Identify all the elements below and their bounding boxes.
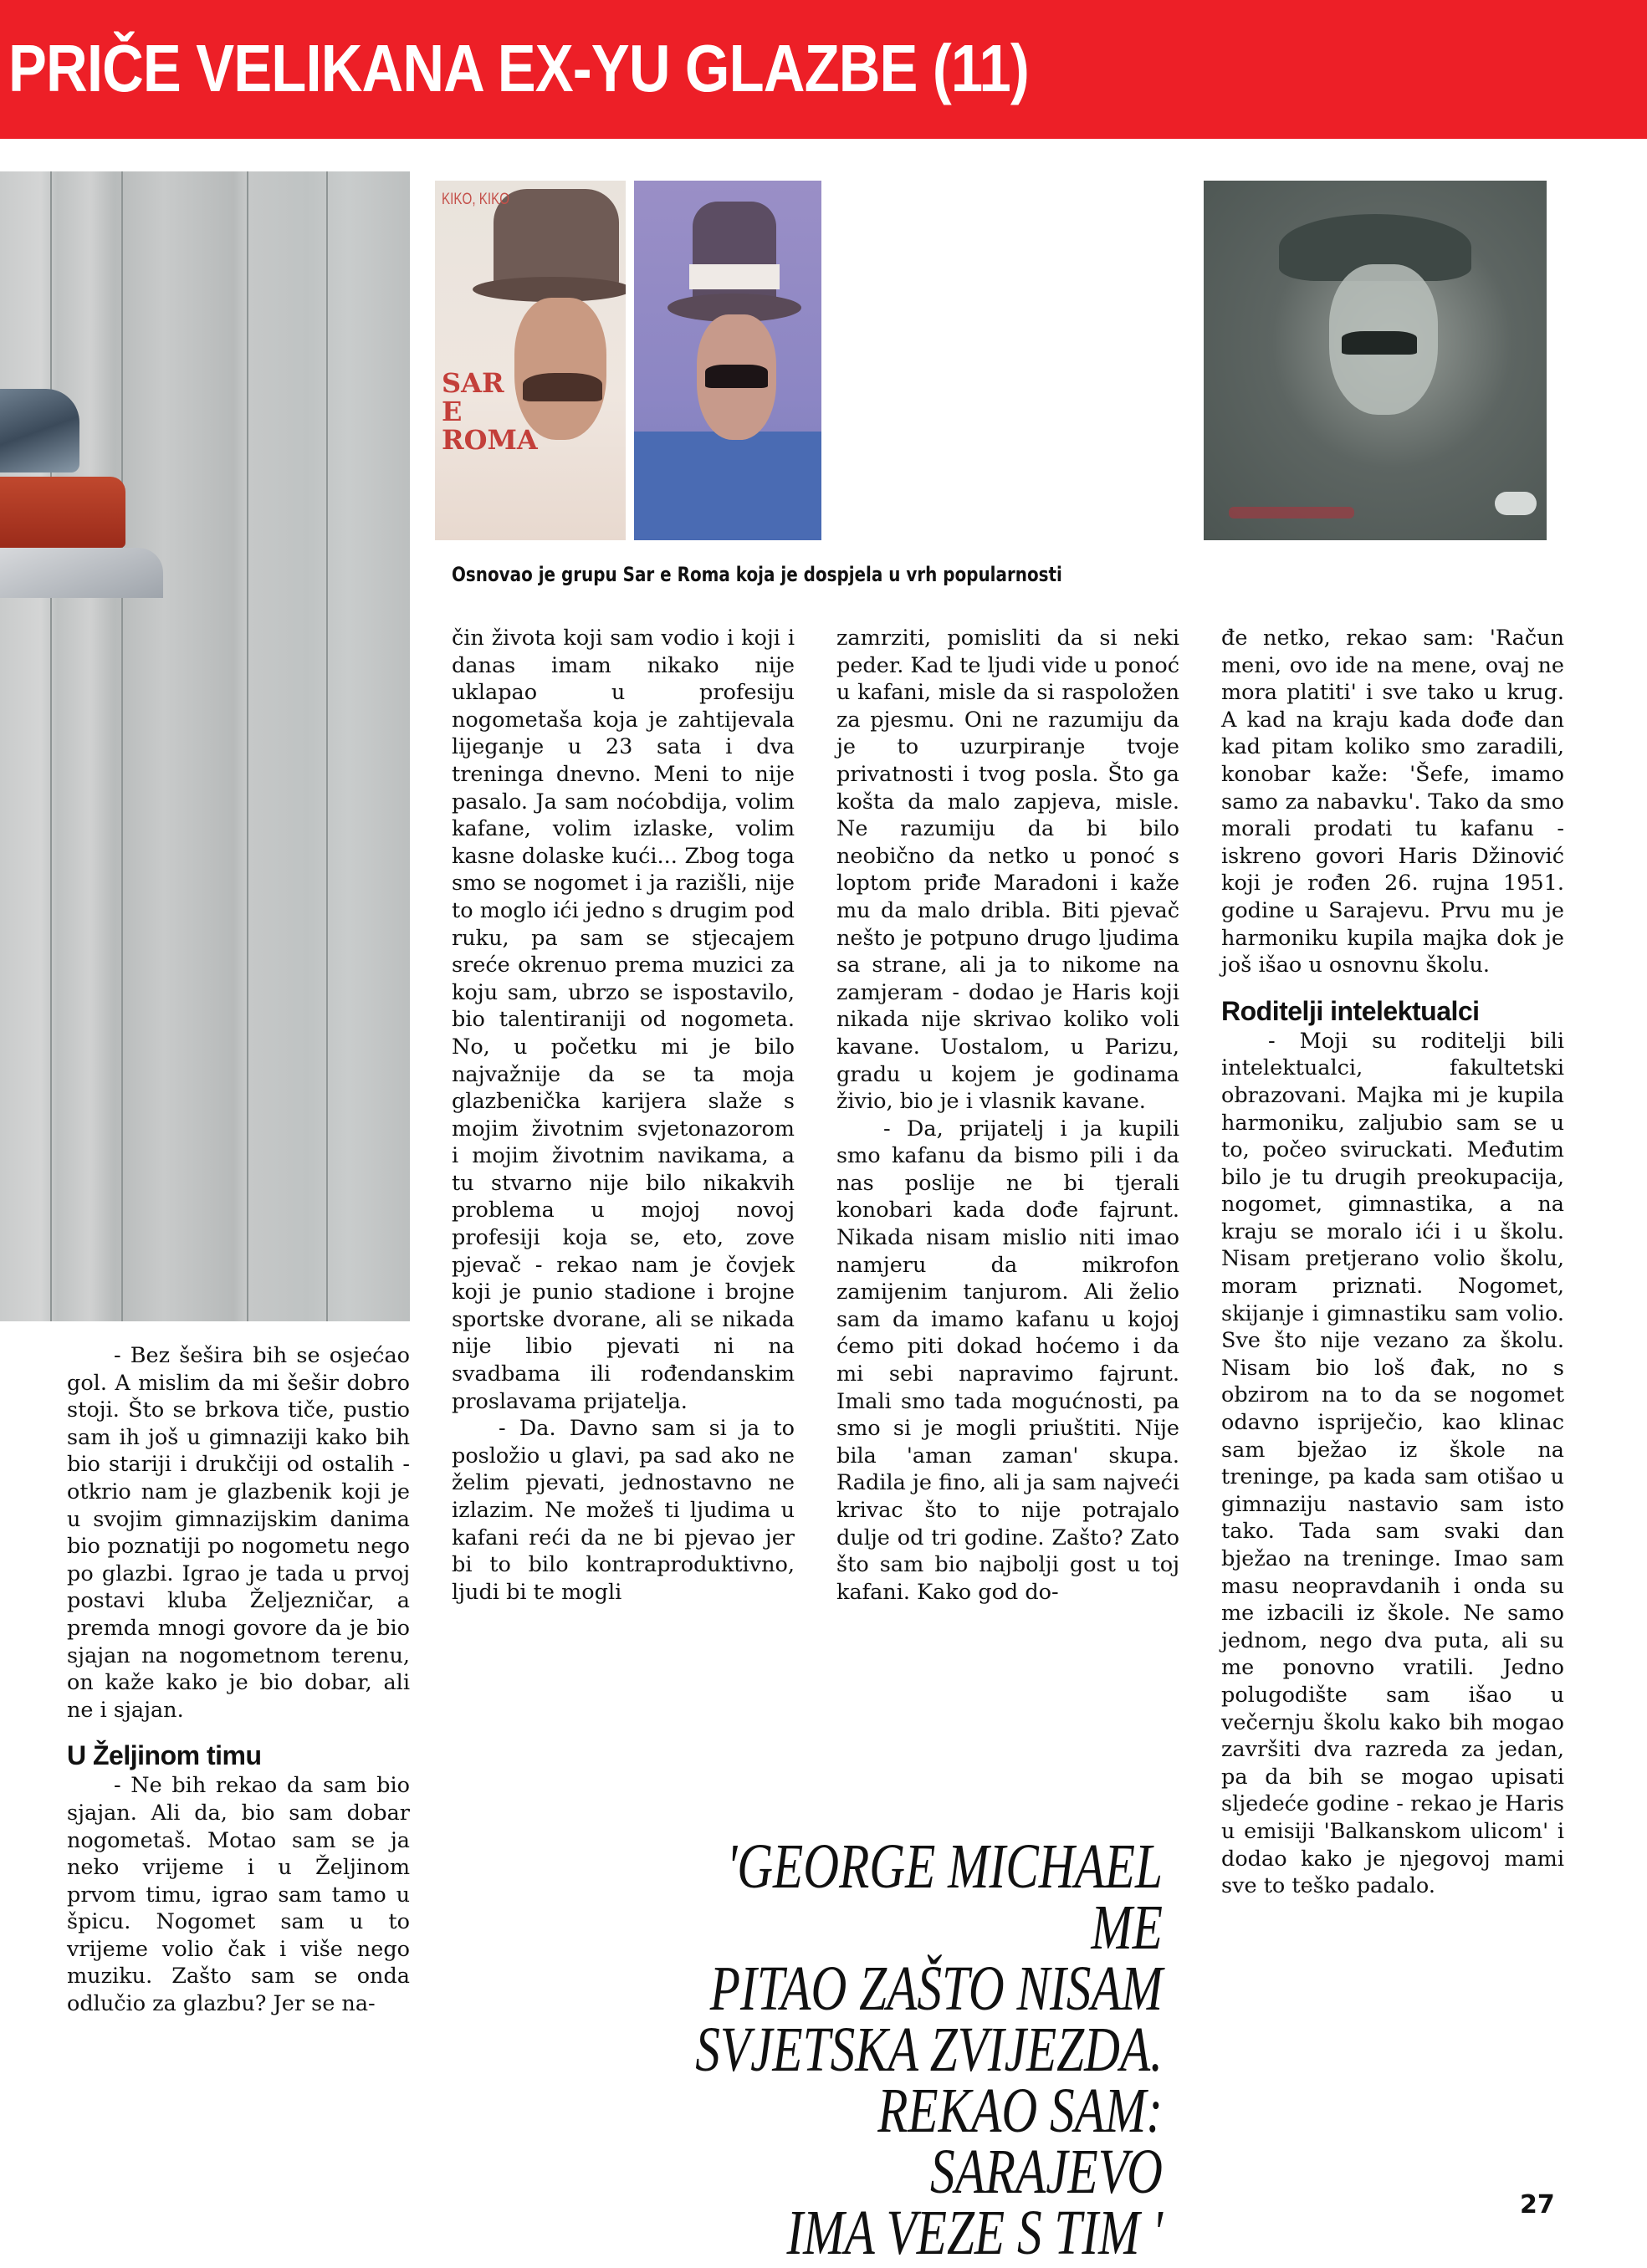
album-top-text: KIKO, KIKO	[442, 191, 510, 208]
pull-quote-line: SVJETSKA ZVIJEZDA.	[695, 2015, 1163, 2085]
cloth-shape	[0, 548, 163, 598]
article-column-1	[67, 1342, 410, 2018]
paragraph: đe netko, rekao sam: 'Račun meni, ovo ide na mene, ovaj ne mora platiti' i sve tako u krug. A kad na kraju kada dođe dan kad pitam koliko smo zaradili, konobar kaže: 'Šefe, imamo samo za nabavku'. Tako da smo morali prodati tu kafanu - iskreno govori Haris Džinović koji je rođen 26. rujna 1951. godine u Sarajevu. Prvu mu je harmoniku kupila majka dok je još išao u osnovnu školu.	[1221, 626, 1564, 978]
article-column-3	[836, 625, 1179, 1606]
main-photo	[0, 171, 410, 1321]
article-column-4	[1221, 625, 1564, 1900]
album-title-line: E	[442, 396, 463, 427]
paragraph: - Bez šešira bih se osjećao gol. A mislim da mi šešir dobro stoji. Što se brkova tiče, pustio sam ih još u gimnaziji kako bih bio stariji i drukčiji od ostalih - otkrio nam je glazbenik koji je u svojim gimnazijskim danima bio poznatiji po nogometu nego po glazbi. Igrao je tada u prvoj postavi kluba Željezničar, a premda mnogi govore da je bio sjajan na nogometnom terenu, on kaže kako je bio dobar, ali ne i sjajan.	[67, 1343, 410, 1723]
curtain-fold	[247, 171, 248, 1321]
album-cover-3	[1204, 181, 1547, 540]
blanket-shape	[0, 389, 79, 472]
page-title: PRIČE VELIKANA EX-YU GLAZBE (11)	[8, 31, 1029, 105]
shirt-shape	[634, 432, 821, 540]
signature-mark	[1229, 507, 1354, 518]
hat-band-shape	[689, 264, 780, 289]
album-cover-2	[634, 181, 821, 540]
paragraph: - Ne bih rekao da sam bio sjajan. Ali da, bio sam dobar nogometaš. Motao sam se ja neko vrijeme i u Željinom prvom timu, igrao sam tamo u špicu. Nogomet sam u to vrijeme volio čak i više nego muziku. Zašto sam se onda odlučio za glazbu? Jer se na-	[67, 1773, 410, 2017]
pull-quote-line: IMA VEZE S TIM '	[786, 2198, 1163, 2268]
album-cover-sar-e-roma	[435, 181, 626, 540]
curtain-fold	[121, 171, 123, 1321]
album-title-line: SAR	[442, 367, 504, 399]
curtain-fold	[326, 171, 328, 1321]
curtain-fold	[50, 171, 52, 1321]
photo-caption: Osnovao je grupu Sar e Roma koja je dospjela u vrh popularnosti	[452, 563, 1062, 586]
mustache-shape	[705, 365, 768, 388]
paragraph: - Da. Davno sam si ja to posložio u glavi, pa sad ako ne želim pjevati, jednostavno ne izlazim. Ne možeš ti ljudima u kafani reći da ne bi pjevao jer bi to bilo kontraproduktivno, ljudi bi te mogli	[452, 1416, 795, 1605]
article-column-2	[452, 625, 795, 1606]
hat-shape	[494, 189, 619, 289]
paragraph: čin života koji sam vodio i koji i danas imam nikako nije uklapao u profesiju nogometaša koja je zahtijevala lijeganje u 23 sata i dva treninga dnevno. Meni to nije pasalo. Ja sam noćobdija, volim kafane, volim izlaske, volim kasne dolaske kući... Zbog toga smo se nogomet i ja razišli, nije to moglo ići jedno s drugim pod ruku, pa sam se stjecajem sreće okrenuo prema muzici za koju sam, ubrzo se ispostavilo, bio talentiraniji od nogometa. No, u početku mi je bilo najvažnije da se ta moja glazbenička karijera slaže s mojim životnim svjetonazorom i mojim životnim navikama, a tu stvarno nije bilo nikakvih problema u mojoj novoj profesiji koja se, eto, zove pjevač - rekao nam je čovjek koji je punio stadione i brojne sportske dvorane, ali se nikada nije libio pjevati ni na svadbama ili rođendanskim proslavama prijatelja.	[452, 626, 795, 1414]
red-chair-shape	[0, 477, 125, 548]
album-title	[442, 369, 538, 454]
pull-quote-line: REKAO SAM: SARAJEVO	[877, 2076, 1163, 2207]
mustache-shape	[1342, 331, 1417, 355]
paragraph: zamrziti, pomisliti da si neki peder. Kad te ljudi vide u ponoć u kafani, misle da si raspoložen za pjesmu. Oni ne razumiju da je to uzurpiranje tvoje privatnosti i tvog posla. Što ga košta da malo zapjeva, misle. Ne razumiju da bi bilo neobično da netko u ponoć s loptom priđe Maradoni i kaže mu da malo dribla. Biti pjevač nešto je potpuno drugo ljudima sa strane, ali ja to nikome na zamjeram - dodao je Haris koji nikada nije skrivao koliko voli kavane. Uostalom, u Parizu, gradu u kojem je godinama živio, bio je i vlasnik kavane.	[836, 626, 1179, 1115]
header-banner	[0, 0, 1647, 139]
pull-quote-line: PITAO ZAŠTO NISAM	[709, 1954, 1163, 2024]
pull-quote	[647, 1831, 1163, 2268]
label-logo	[1495, 492, 1537, 515]
subheading: Roditelji intelektualci	[1221, 995, 1480, 1026]
paragraph: - Moji su roditelji bili intelektualci, fakultetski obrazovani. Majka mi je kupila harmoniku, zaljubio sam se u to, počeo sviruckati. Međutim bilo je tu drugih preokupacija, nogomet, gimnastika, a na kraju se moralo ići i u školu. Nisam pretjerano volio školu, moram priznati. Nogomet, skijanje i gimnastiku sam volio. Sve što nije vezano za školu. Nisam bio loš đak, no s obzirom na to da se nogomet odavno ispriječio, kao klinac sam bježao iz škole na treninge, pa kada sam otišao u gimnaziju nastavio sam isto tako. Tada sam svaki dan bježao na treninge. Imao sam masu neopravdanih i onda su me izbacili iz škole. Ne samo jednom, nego dva puta, ali su me ponovno vratili. Jedno polugodište sam išao u večernju školu kako bih mogao završiti dva razreda za jedan, pa da bih se mogao upisati sljedeće godine - rekao je Haris u emisiji 'Balkanskom ulicom' i dodao kako je njegovoj mami sve to teško padalo.	[1221, 1028, 1564, 1899]
paragraph: - Da, prijatelj i ja kupili smo kafanu da bismo pili i da nas poslije ne bi tjerali konobari kada dođe fajrunt. Nikada nisam mislio niti imao namjeru da mikrofon zamijenim tanjurom. Ali želio sam da imamo kafanu u kojoj ćemo piti dokad hoćemo i da mi sebi napravimo fajrunt. Imali smo tada mogućnosti, pa smo si je mogli priuštiti. Nije bila 'aman zaman' skupa. Radila je fino, ali ja sam najveći krivac što to nije potrajalo dulje od tri godine. Zašto? Zato što sam bio najbolji gost u toj kafani. Kako god do-	[836, 1116, 1179, 1605]
subheading: U Željinom timu	[67, 1740, 262, 1771]
page-number: 27	[1520, 2190, 1555, 2219]
pull-quote-line: 'GEORGE MICHAEL ME	[726, 1831, 1163, 1963]
album-title-line: ROMA	[442, 424, 538, 456]
